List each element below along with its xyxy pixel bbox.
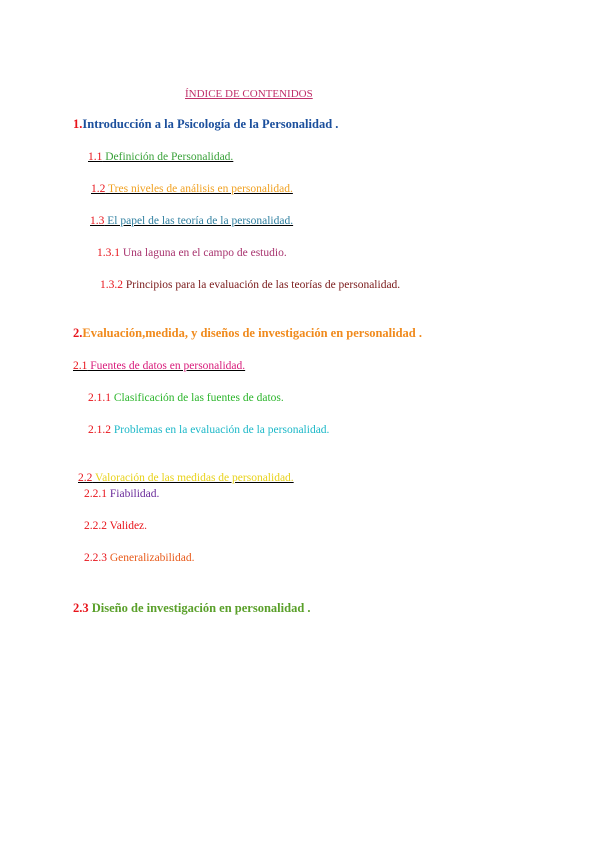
index-title: ÍNDICE DE CONTENIDOS [185,88,313,100]
toc-entry-2 [73,326,422,340]
entry-number: 2.3 [73,601,89,615]
entry-number: 1.2 [91,183,106,195]
entry-text: Principios para la evaluación de las teorías de personalidad. [123,279,401,291]
entry-text: Tres niveles de análisis en personalidad. [105,183,293,195]
toc-entry-1-3-1 [97,246,287,260]
entry-number: 1.3.2 [100,279,123,291]
toc-entry-2-3 [73,601,311,615]
entry-text: El papel de las teoría de la personalidad. [104,215,294,227]
entry-text: Una laguna en el campo de estudio. [120,247,287,259]
entry-text: Evaluación,medida, y diseños de investigación en personalidad . [82,326,423,340]
toc-entry-1-3 [81,214,293,228]
entry-number: 1. [73,117,83,131]
entry-number: 2.2 [78,472,93,484]
entry-text: Clasificación de las fuentes de datos. [111,392,284,404]
entry-number: 2.1.2 [88,424,111,436]
entry-number: 1.1 [88,151,103,163]
entry-text: Introducción a la Psicología de la Personalidad . [82,117,339,131]
entry-text: Generalizabilidad. [107,552,195,564]
entry-number: 2.1.1 [88,392,111,404]
toc-entry-1 [73,117,338,131]
toc-entry-2-1 [73,359,245,373]
toc-entry-1-3-2 [100,278,400,292]
entry-number: 2. [73,326,83,340]
entry-text: Problemas en la evaluación de la personalidad. [111,424,330,436]
toc-entry-2-2-2 [84,519,147,533]
toc-entry-2-1-2 [88,423,329,437]
toc-entry-2-2-1 [84,487,159,501]
entry-text: Validez. [107,520,148,532]
entry-number: 1.3.1 [97,247,120,259]
entry-number: 2.1 [73,360,88,372]
toc-entry-1-1 [88,150,233,164]
entry-text: Definición de Personalidad. [102,151,234,163]
entry-text: Diseño de investigación en personalidad . [88,601,311,615]
entry-text: Valoración de las medidas de personalidad. [92,472,294,484]
entry-number: 2.2.2 [84,520,107,532]
entry-text: Fiabilidad. [107,488,160,500]
entry-number: 2.2.3 [84,552,107,564]
entry-number: 2.2.1 [84,488,107,500]
toc-entry-1-2 [91,182,293,196]
toc-entry-2-2-3 [84,551,195,565]
toc-entry-2-1-1 [88,391,284,405]
toc-entry-2-2 [73,471,294,485]
entry-number: 1.3 [90,215,105,227]
entry-text: Fuentes de datos en personalidad. [87,360,246,372]
